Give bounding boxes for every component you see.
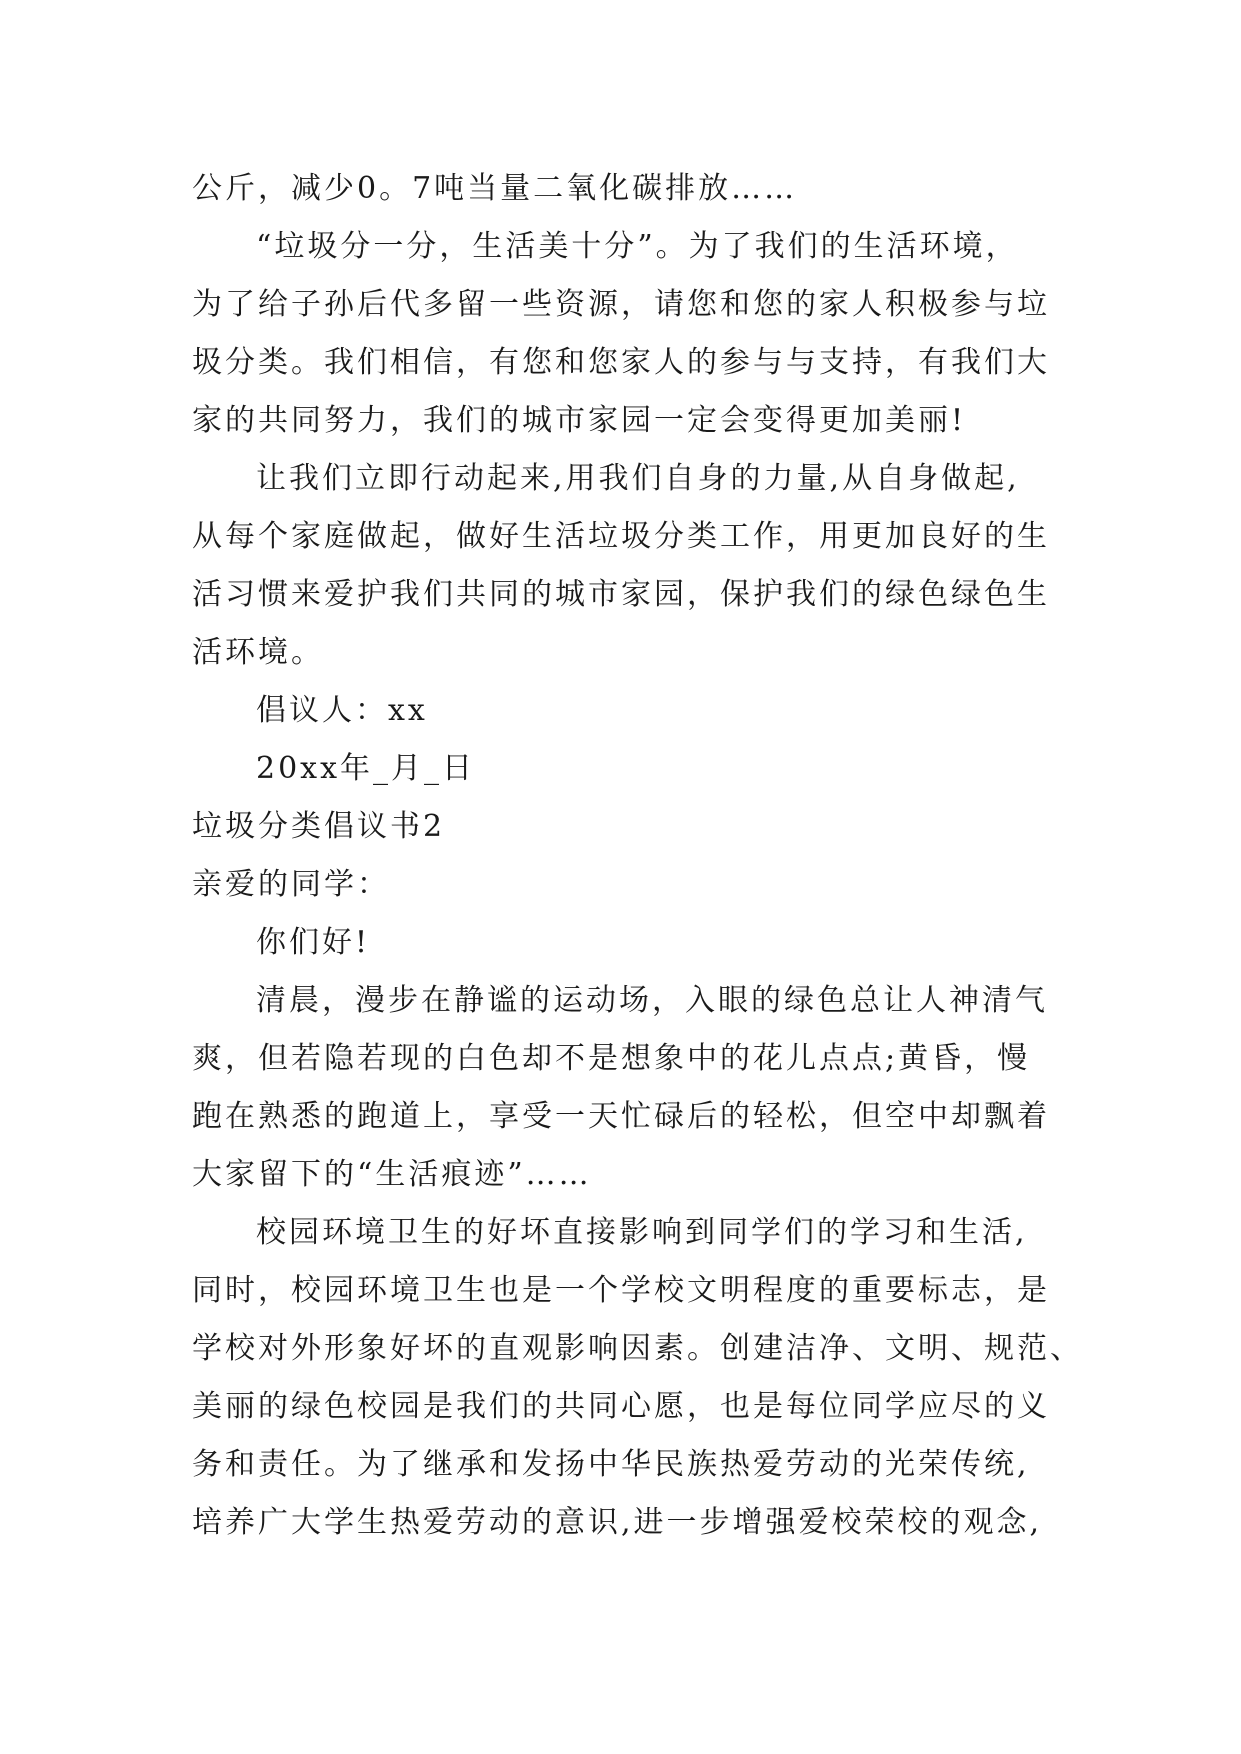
text-line: 活习惯来爱护我们共同的城市家园，保护我们的绿色绿色生	[192, 577, 1050, 612]
text-line: 家的共同努力，我们的城市家园一定会变得更加美丽!	[192, 403, 967, 438]
document-body	[192, 160, 1083, 1552]
text-line: 学校对外形象好坏的直观影响因素。创建洁净、文明、规范、	[192, 1331, 1083, 1366]
text-line: 校园环境卫生的好坏直接影响到同学们的学习和生活,	[256, 1215, 1028, 1250]
text-line: 倡议人：xx	[256, 693, 428, 728]
text-line: 爽，但若隐若现的白色却不是想象中的花儿点点;黄昏，慢	[192, 1041, 1031, 1076]
text-line: 务和责任。为了继承和发扬中华民族热爱劳动的光荣传统,	[192, 1447, 1030, 1482]
text-line: 你们好!	[256, 925, 371, 960]
text-line: 从每个家庭做起，做好生活垃圾分类工作，用更加良好的生	[192, 519, 1050, 554]
text-line: 美丽的绿色校园是我们的共同心愿，也是每位同学应尽的义	[192, 1389, 1050, 1424]
text-line: 为了给子孙后代多留一些资源，请您和您的家人积极参与垃	[192, 287, 1050, 322]
text-line: 让我们立即行动起来,用我们自身的力量,从自身做起,	[256, 461, 1020, 496]
text-line: 跑在熟悉的跑道上，享受一天忙碌后的轻松，但空中却飘着	[192, 1099, 1050, 1134]
text-line: 公斤，减少0。7吨当量二氧化碳排放……	[192, 171, 798, 206]
text-line: 同时，校园环境卫生也是一个学校文明程度的重要标志，是	[192, 1273, 1050, 1308]
text-line: 亲爱的同学：	[192, 867, 390, 902]
text-line: 垃圾分类倡议书2	[192, 809, 446, 844]
text-line: 培养广大学生热爱劳动的意识,进一步增强爱校荣校的观念,	[192, 1505, 1043, 1540]
text-line: 20xx年_月_日	[256, 751, 476, 786]
text-line: “垃圾分一分，生活美十分”。为了我们的生活环境，	[256, 229, 1019, 264]
text-line: 圾分类。我们相信，有您和您家人的参与与支持，有我们大	[192, 345, 1050, 380]
text-line: 活环境。	[192, 635, 324, 670]
text-line: 大家留下的“生活痕迹”……	[192, 1157, 592, 1192]
text-line: 清晨，漫步在静谧的运动场，入眼的绿色总让人神清气	[256, 983, 1048, 1018]
